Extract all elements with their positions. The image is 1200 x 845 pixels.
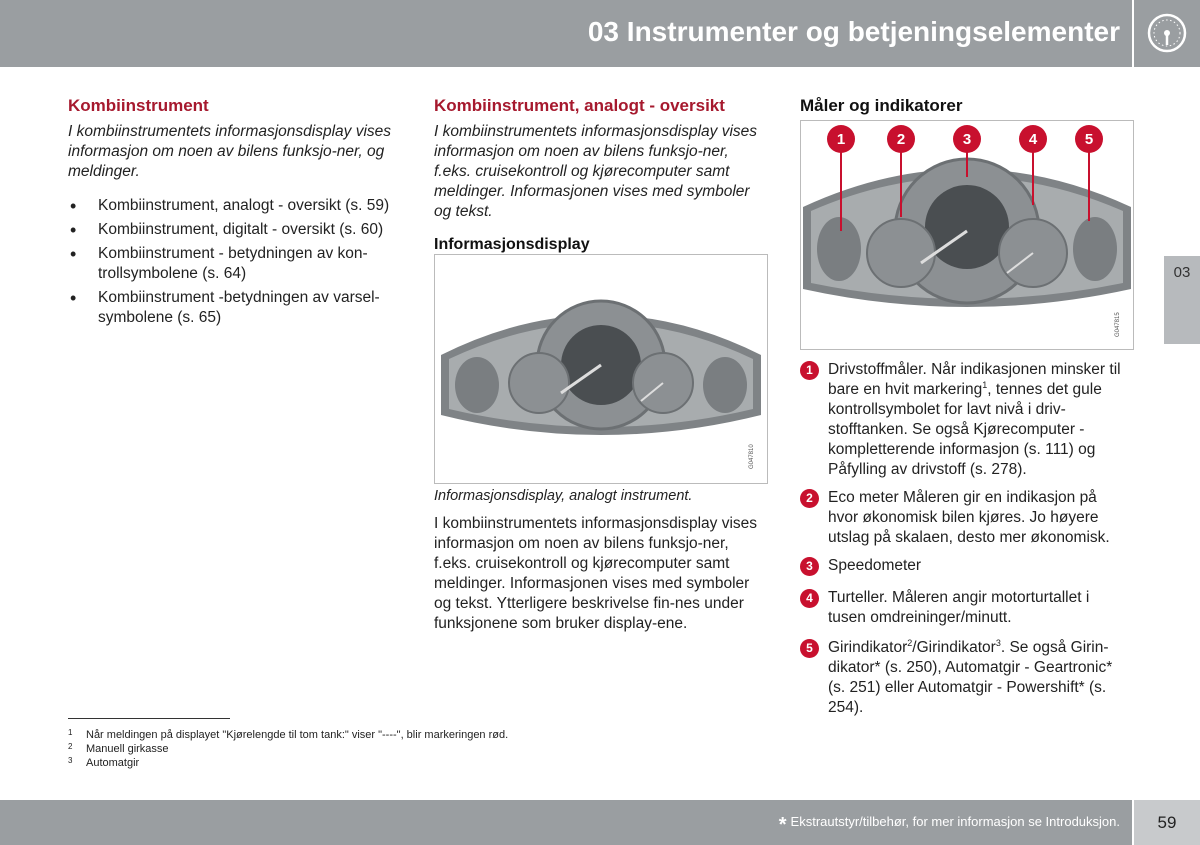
body-text: I kombiinstrumentets informasjonsdisplay vises informasjon om noen av bilens funksjo-ner, f.eks. cruisekontroll og kjørecomputer samt meldinger. Informasjonen vises med symboler og tekst. Ytterligere beskrivelse fin-nes under funksjonene som bruker display-ene. — [434, 515, 758, 632]
svg-text:3: 3 — [962, 131, 972, 148]
page-footer — [0, 800, 1132, 845]
page-number-box — [1134, 800, 1200, 845]
gauges-illustration — [801, 121, 1133, 349]
footnote-text: Når meldingen på displayet "Kjørelengde til tom tank:" viser "----", blir markeringen rød. — [86, 729, 509, 741]
footnote-ref[interactable]: 2 — [907, 637, 913, 648]
figure-code: G047815 — [1115, 312, 1121, 337]
related-links-list — [68, 196, 398, 328]
callout-4 — [1019, 125, 1047, 153]
subsection-heading: Informasjonsdisplay — [434, 236, 590, 253]
gauge-icon — [1146, 12, 1188, 54]
item-text: Drivstoffmåler. Når indikasjonen minsker til bare en hvit markering — [828, 361, 1121, 398]
footnote-number: 1 — [68, 728, 73, 737]
instrument-display-figure — [434, 254, 768, 484]
section-intro: I kombiinstrumentets informasjonsdisplay vises informasjon om noen av bilens funksjo-ner, og meldinger. — [68, 123, 392, 180]
instrument-cluster-illustration — [435, 255, 767, 483]
item-text: Speedometer — [828, 557, 922, 574]
item-number-badge: 1 — [800, 361, 819, 380]
footnote-number: 2 — [68, 742, 73, 751]
callout-2 — [887, 125, 915, 153]
section-heading: Måler og indikatorer — [800, 96, 963, 115]
footnotes — [68, 728, 508, 770]
item-text: /Girindikator — [912, 639, 996, 656]
item-number-badge: 3 — [800, 557, 819, 576]
footnote-number: 3 — [68, 756, 73, 765]
gauge-item-1 — [800, 360, 1130, 480]
callout-1 — [827, 125, 855, 153]
footnote — [68, 742, 508, 756]
gauges-figure — [800, 120, 1134, 350]
footer-note — [779, 814, 1120, 837]
section-intro: I kombiinstrumentets informasjonsdisplay vises informasjon om noen av bilens funksjo-ner, f.eks. cruisekontroll og kjørecomputer samt meldinger. Informasjonen vises med symboler og tekst. — [434, 123, 758, 220]
footnote — [68, 756, 508, 770]
footnote-text: Manuell girkasse — [86, 743, 169, 755]
footnote-text: Automatgir — [86, 757, 140, 769]
item-text: Turteller. Måleren angir motorturtallet i tusen omdreininger/minutt. — [828, 589, 1090, 626]
gauge-item-4 — [800, 588, 1130, 628]
svg-text:2: 2 — [896, 131, 906, 148]
page-number: 59 — [1157, 813, 1177, 832]
gauge-item-5 — [800, 638, 1130, 718]
item-number-badge: 5 — [800, 639, 819, 658]
callout-3 — [953, 125, 981, 153]
footnote-ref[interactable]: 1 — [982, 379, 988, 390]
column-kombiinstrument — [68, 96, 398, 332]
column-gauges — [800, 96, 1134, 116]
item-text: Girindikator — [828, 639, 908, 656]
gauge-item-2 — [800, 488, 1130, 548]
item-number-badge: 2 — [800, 489, 819, 508]
svg-text:1: 1 — [836, 131, 846, 148]
chapter-side-tab-label: 03 — [1173, 264, 1191, 281]
figure-caption: Informasjonsdisplay, analogt instrument. — [434, 488, 693, 504]
chapter-icon-box — [1134, 0, 1200, 67]
related-link[interactable]: • Kombiinstrument -betydningen av varsel-symbolene (s. 65) — [68, 288, 398, 328]
figure-code: G047810 — [749, 444, 755, 469]
item-text: Eco meter Måleren gir en indikasjon på hvor økonomisk bilen kjøres. Jo høyere utslag på skalaen, desto mer økonomisk. — [828, 489, 1110, 546]
related-link[interactable]: • Kombiinstrument, digitalt - oversikt (s. 60) — [68, 220, 398, 240]
item-number-badge: 4 — [800, 589, 819, 608]
item-text: , tennes det gule kontrollsymbolet for lavt nivå i driv-stofftanken. Se også Kjørecomputer - kompletterende informasjon (s. 111) og Påfylling av drivstoff (s. 278). — [828, 381, 1102, 478]
gauge-item-3 — [800, 556, 1130, 576]
related-link[interactable]: • Kombiinstrument, analogt - oversikt (s. 59) — [68, 196, 398, 216]
svg-text:4: 4 — [1028, 131, 1038, 148]
footnote-ref[interactable]: 3 — [995, 637, 1001, 648]
column-analog-overview — [434, 96, 764, 254]
section-heading: Kombiinstrument — [68, 96, 209, 115]
page-header — [0, 0, 1132, 67]
footnote — [68, 728, 508, 742]
related-link[interactable]: • Kombiinstrument - betydningen av kon-trollsymbolene (s. 64) — [68, 244, 398, 284]
chapter-title: 03 Instrumenter og betjeningselementer — [587, 16, 1120, 47]
item-text: . Se også Girin-dikator* (s. 250), Automatgir - Geartronic* (s. 251) eller Automatgir - Powershift* (s. 254). — [828, 639, 1113, 716]
asterisk-mark: * — [778, 814, 787, 836]
callout-5 — [1075, 125, 1103, 153]
footnote-divider — [68, 718, 230, 719]
svg-text:5: 5 — [1084, 131, 1094, 148]
section-heading: Kombiinstrument, analogt - oversikt — [434, 96, 725, 115]
gauge-descriptions — [800, 360, 1130, 726]
footer-note-text: Ekstrautstyr/tilbehør, for mer informasjon se Introduksjon. — [790, 814, 1120, 829]
chapter-side-tab[interactable] — [1164, 256, 1200, 344]
